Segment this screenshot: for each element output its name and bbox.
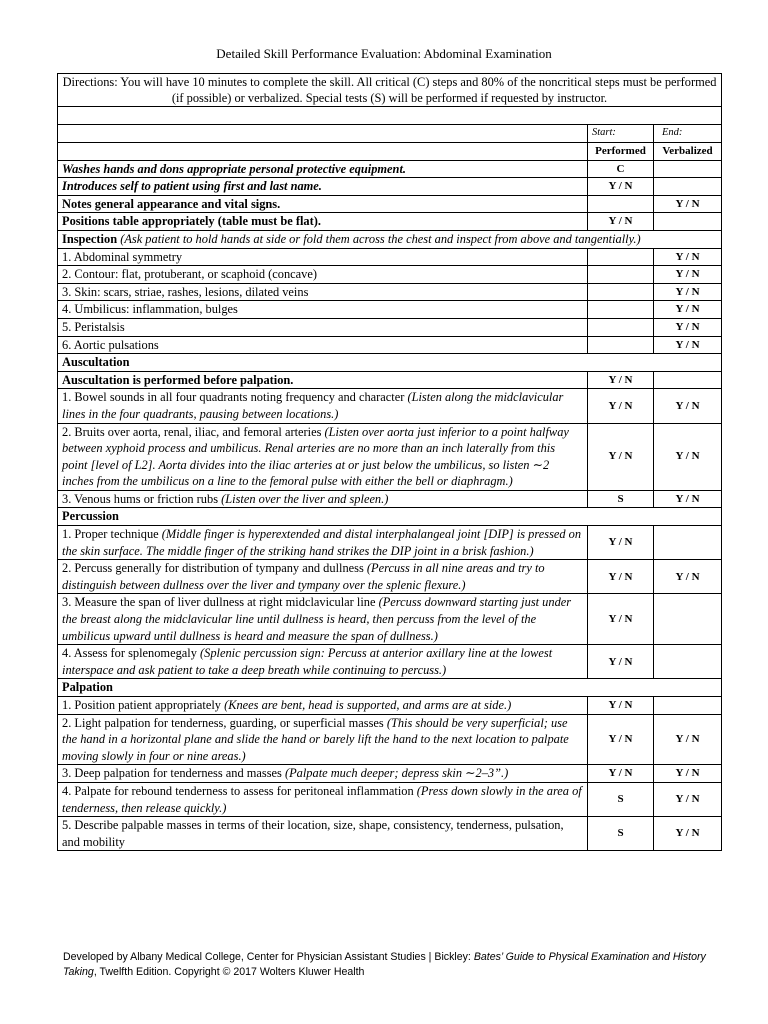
verbalized-cell: Y / N	[654, 714, 722, 765]
section-row	[58, 679, 722, 697]
performed-cell: Y / N	[588, 213, 654, 231]
step-note: (Listen over the liver and spleen.)	[221, 491, 389, 506]
performed-cell: S	[588, 782, 654, 816]
step-cell	[58, 371, 588, 389]
step-text: 5. Peristalsis	[62, 319, 125, 334]
step-note: (Knees are bent, head is supported, and arms are at side.)	[224, 698, 512, 712]
step-text: 2. Percuss generally for distribution of tympany and dullness	[62, 561, 367, 576]
footer-suffix: , Twelfth Edition. Copyright © 2017 Wolters Kluwer Health	[93, 966, 365, 978]
step-cell	[58, 336, 588, 354]
step-cell	[58, 160, 588, 178]
step-text: 1. Position patient appropriately	[62, 698, 225, 712]
step-note: (Percuss downward starting just under the breast along the midclavicular line until dullness is heard, then percuss from the level of the umbilicus upward until dullness is heard and measure the span of dullness.)	[62, 595, 572, 643]
directions-row	[58, 74, 722, 107]
performed-cell: S	[588, 817, 654, 851]
step-text: 4. Umbilicus: inflammation, bulges	[62, 302, 238, 317]
checklist-row	[58, 817, 722, 851]
spacer-cell	[58, 107, 722, 125]
performed-cell	[588, 248, 654, 266]
step-cell	[58, 283, 588, 301]
start-end-blank	[58, 125, 588, 143]
step-note: (Press down slowly in the area of tenderness, then release quickly.)	[62, 783, 582, 815]
step-note: (Splenic percussion sign: Percuss at anterior axillary line at the lowest interspace and ask patient to take a deep breath while continuing to percuss.)	[62, 646, 553, 677]
verbalized-cell	[654, 645, 722, 679]
step-cell	[58, 782, 588, 816]
performed-cell: Y / N	[588, 178, 654, 196]
step-text: 3. Venous hums or friction rubs	[62, 491, 222, 506]
checklist-row	[58, 318, 722, 336]
step-text: 6. Aortic pulsations	[62, 337, 159, 352]
verbalized-cell: Y / N	[654, 266, 722, 284]
step-cell	[58, 213, 588, 231]
step-text: 4. Palpate for rebound tenderness to assess for peritoneal inflammation	[62, 783, 417, 798]
performed-cell: Y / N	[588, 645, 654, 679]
verbalized-cell: Y / N	[654, 336, 722, 354]
step-cell	[58, 697, 588, 715]
verbalized-cell: Y / N	[654, 248, 722, 266]
verbalized-cell: Y / N	[654, 817, 722, 851]
performed-cell: Y / N	[588, 371, 654, 389]
header-blank	[58, 142, 588, 160]
step-note: (Listen along the midclavicular lines in the four quadrants, pausing between locations.)	[62, 390, 564, 421]
step-cell	[58, 490, 588, 508]
footer-prefix: Developed by Albany Medical College, Center for Physician Assistant Studies | Bickley:	[63, 951, 474, 963]
verbalized-cell	[654, 160, 722, 178]
step-cell	[58, 318, 588, 336]
step-text: 1. Bowel sounds in all four quadrants noting frequency and character	[62, 390, 408, 405]
section-row	[58, 508, 722, 526]
checklist-row	[58, 594, 722, 645]
start-label: Start:	[588, 125, 654, 143]
section-row	[58, 354, 722, 372]
section-header	[58, 679, 722, 697]
section-row	[58, 230, 722, 248]
step-text: 1. Proper technique	[62, 527, 162, 542]
checklist-row	[58, 645, 722, 679]
section-title: Percussion	[62, 509, 119, 524]
performed-cell: S	[588, 490, 654, 508]
checklist-row	[58, 301, 722, 319]
performed-cell	[588, 318, 654, 336]
verbalized-cell: Y / N	[654, 318, 722, 336]
verbalized-cell: Y / N	[654, 765, 722, 783]
step-note: (Percuss in all nine areas and try to distinguish between dullness over the liver and tympany over the splenic flexure.)	[62, 561, 545, 592]
verbalized-cell	[654, 213, 722, 231]
section-header	[58, 354, 722, 372]
verbalized-cell	[654, 594, 722, 645]
performed-cell	[588, 301, 654, 319]
performed-cell: Y / N	[588, 560, 654, 594]
checklist-row	[58, 160, 722, 178]
checklist-row	[58, 178, 722, 196]
verbalized-cell	[654, 371, 722, 389]
verbalized-cell: Y / N	[654, 195, 722, 213]
checklist-row	[58, 782, 722, 816]
verbalized-cell	[654, 178, 722, 196]
step-cell	[58, 526, 588, 560]
step-cell	[58, 389, 588, 423]
performed-cell	[588, 266, 654, 284]
step-note: (This should be very superficial; use the hand in a horizontal plane and slide the hand or barely lift the hand to the next location to palpate moving slowly in four or nine areas.)	[62, 715, 569, 763]
step-cell	[58, 301, 588, 319]
checklist-row	[58, 213, 722, 231]
page-title: Detailed Skill Performance Evaluation: Abdominal Examination	[216, 46, 552, 61]
footer-book-title: Bates’ Guide to Physical Examination and History Taking	[63, 951, 706, 978]
step-text: 3. Deep palpation for tenderness and masses	[62, 766, 285, 781]
step-cell	[58, 423, 588, 490]
checklist-row	[58, 423, 722, 490]
step-text: Introduces self to patient using first and last name.	[62, 179, 322, 194]
checklist-row	[58, 371, 722, 389]
section-title: Palpation	[62, 680, 113, 695]
step-cell	[58, 817, 588, 851]
step-cell	[58, 248, 588, 266]
checklist-row	[58, 714, 722, 765]
step-text: 5. Describe palpable masses in terms of their location, size, shape, consistency, tenderness, pulsation, and mobility	[62, 818, 564, 849]
column-header-row	[58, 142, 722, 160]
step-text: Auscultation is performed before palpation.	[62, 372, 294, 387]
column-header-performed: Performed	[588, 142, 654, 160]
verbalized-cell: Y / N	[654, 301, 722, 319]
performed-cell: Y / N	[588, 389, 654, 423]
checklist-row	[58, 266, 722, 284]
performed-cell: Y / N	[588, 765, 654, 783]
step-cell	[58, 266, 588, 284]
performed-cell: Y / N	[588, 714, 654, 765]
performed-cell	[588, 336, 654, 354]
verbalized-cell: Y / N	[654, 560, 722, 594]
step-text: Washes hands and dons appropriate personal protective equipment.	[62, 161, 406, 176]
performed-cell	[588, 283, 654, 301]
directions-text: Directions: You will have 10 minutes to complete the skill. All critical (C) steps and 80% of the noncritical steps must be performed (if possible) or verbalized. Special tests (S) will be performed if requested by instructor.	[58, 74, 722, 107]
checklist-row	[58, 697, 722, 715]
verbalized-cell: Y / N	[654, 782, 722, 816]
verbalized-cell: Y / N	[654, 490, 722, 508]
step-note: (Listen over aorta just inferior to a point halfway between xyphoid process and umbilicus. Renal arteries are no more than an inch laterally from this point [level of L2]. Aorta divides into the iliac arteries at or just below the umbilicus, so listen ∼2 inches from the umbilicus on a line to the femoral pulse with either the bell or diaphragm.)	[62, 424, 569, 489]
step-text: 3. Skin: scars, striae, rashes, lesions, dilated veins	[62, 284, 309, 299]
performed-cell: Y / N	[588, 594, 654, 645]
section-instruction: (Ask patient to hold hands at side or fold them across the chest and inspect from above and tangentially.)	[117, 231, 641, 246]
checklist-row	[58, 765, 722, 783]
checklist-row	[58, 248, 722, 266]
step-cell	[58, 178, 588, 196]
step-cell	[58, 195, 588, 213]
step-note: (Palpate much deeper; depress skin ∼2–3”.)	[284, 766, 509, 781]
verbalized-cell: Y / N	[654, 283, 722, 301]
performed-cell: Y / N	[588, 697, 654, 715]
verbalized-cell: Y / N	[654, 423, 722, 490]
end-label: End:	[654, 125, 722, 143]
step-text: 2. Contour: flat, protuberant, or scaphoid (concave)	[62, 267, 317, 282]
verbalized-cell	[654, 697, 722, 715]
step-cell	[58, 765, 588, 783]
performed-cell: Y / N	[588, 526, 654, 560]
performed-cell: Y / N	[588, 423, 654, 490]
step-text: Positions table appropriately (table must be flat).	[62, 214, 321, 229]
performed-cell	[588, 195, 654, 213]
section-title: Auscultation	[62, 355, 130, 370]
checklist-row	[58, 336, 722, 354]
step-cell	[58, 645, 588, 679]
step-note: (Middle finger is hyperextended and distal interphalangeal joint [DIP] is pressed on the skin surface. The middle finger of the striking hand strikes the DIP joint in a brisk fashion.)	[62, 527, 582, 558]
step-text: 3. Measure the span of liver dullness at right midclavicular line	[62, 595, 379, 610]
spacer-row	[58, 107, 722, 125]
step-text: 1. Abdominal symmetry	[62, 249, 183, 264]
step-text: 2. Light palpation for tenderness, guarding, or superficial masses	[62, 715, 387, 730]
step-text: 2. Bruits over aorta, renal, iliac, and femoral arteries	[62, 424, 325, 439]
column-header-verbalized: Verbalized	[654, 142, 722, 160]
section-header	[58, 230, 722, 248]
checklist-row	[58, 283, 722, 301]
performed-cell: C	[588, 160, 654, 178]
step-cell	[58, 714, 588, 765]
verbalized-cell: Y / N	[654, 389, 722, 423]
section-title: Inspection	[62, 231, 118, 246]
start-end-row	[58, 125, 722, 143]
step-text: 4. Assess for splenomegaly	[62, 646, 201, 661]
checklist-row	[58, 389, 722, 423]
step-text: Notes general appearance and vital signs.	[62, 196, 281, 211]
step-cell	[58, 594, 588, 645]
section-header	[58, 508, 722, 526]
verbalized-cell	[654, 526, 722, 560]
footer	[63, 950, 723, 980]
checklist-row	[58, 526, 722, 560]
step-cell	[58, 560, 588, 594]
checklist-row	[58, 560, 722, 594]
evaluation-table	[57, 73, 722, 851]
checklist-row	[58, 490, 722, 508]
checklist-row	[58, 195, 722, 213]
